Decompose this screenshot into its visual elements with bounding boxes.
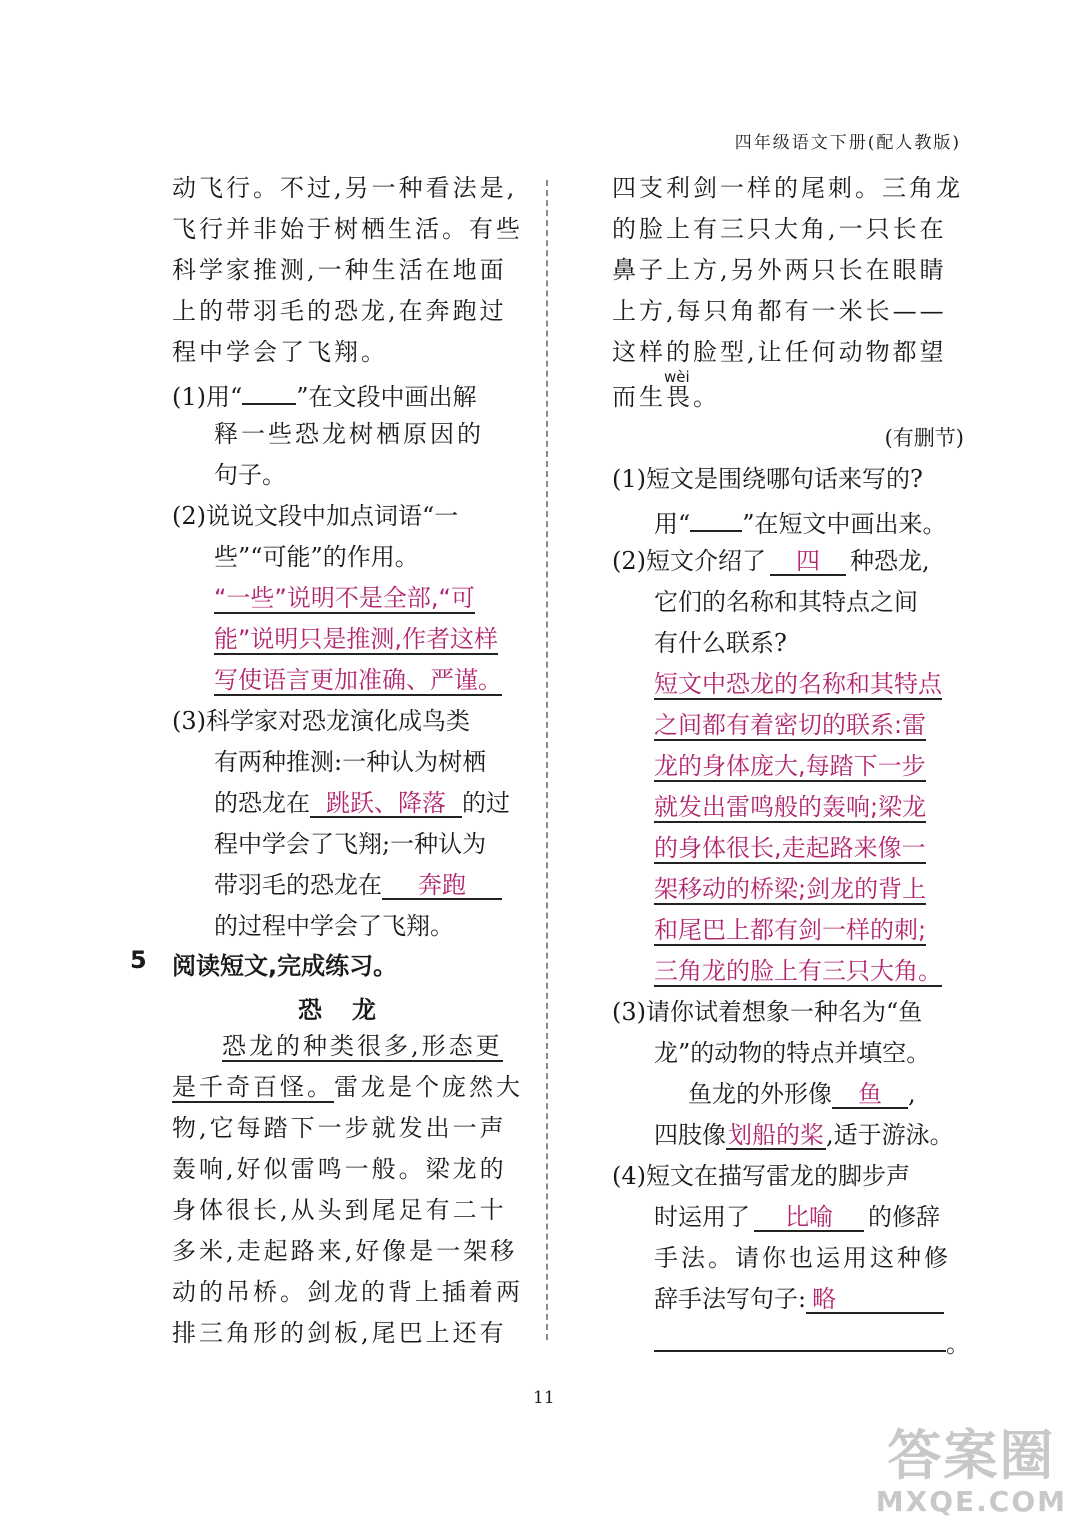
question-text: 句子。 xyxy=(214,461,286,489)
story-line: 排三角形的剑板,尾巴上还有 xyxy=(172,1319,507,1347)
question-text: 的过 xyxy=(462,789,510,817)
question-text: 带羽毛的恐龙在 xyxy=(214,871,382,899)
question-1-line: (1)短文是围绕哪句话来写的? xyxy=(612,465,923,493)
question-3-line: (3)请你试着想象一种名为“鱼 xyxy=(612,998,923,1026)
question-text xyxy=(612,1320,970,1361)
page-header: 四年级语文下册(配人教版) xyxy=(734,133,961,153)
question-text: 的修辞 xyxy=(868,1203,940,1231)
answer-line: 的身体很长,走起路来像一 xyxy=(654,834,926,862)
answer-line: 之间都有着密切的联系:雷 xyxy=(654,711,927,739)
question-text xyxy=(612,1279,964,1320)
question-text xyxy=(612,1074,964,1115)
question-text: 龙”的动物的特点并填空。 xyxy=(654,1039,931,1067)
answer-blank[interactable]: 奔跑 xyxy=(382,868,502,900)
question-5-number: 5 xyxy=(130,946,147,974)
answer-line: 写使语言更加准确、严谨。 xyxy=(214,666,502,694)
story-line: 而生畏。 xyxy=(612,383,720,411)
text-line: 飞行并非始于树栖生活。有些 xyxy=(172,215,523,243)
text-line: 上的带羽毛的恐龙,在奔跑过 xyxy=(172,297,507,325)
story-text: 雷龙是个庞然大 xyxy=(334,1073,523,1101)
answer-line: 和尾巴上都有剑一样的刺; xyxy=(654,916,927,944)
question-text xyxy=(612,1197,964,1238)
question-2-line: (2)说说文段中加点词语“一 xyxy=(172,502,459,530)
answer-blank[interactable]: 略 xyxy=(806,1282,944,1314)
story-line: 四支利剑一样的尾刺。三角龙 xyxy=(612,174,963,202)
answer-line: “一些”说明不是全部,“可 xyxy=(214,584,475,612)
column-divider xyxy=(546,180,548,1340)
answer-line: 架移动的桥梁;剑龙的背上 xyxy=(654,875,927,903)
question-text: 释一些恐龙树栖原因的 xyxy=(214,420,484,448)
story-line: 轰响,好似雷鸣一般。梁龙的 xyxy=(172,1155,507,1183)
question-text: 有两种推测:一种认为树栖 xyxy=(214,748,487,776)
question-text: 辞手法写句子: xyxy=(654,1285,807,1313)
question-text: 的恐龙在 xyxy=(214,789,310,817)
question-text: 鱼龙的外形像 xyxy=(688,1080,832,1108)
question-text: ,适于游泳。 xyxy=(826,1121,954,1149)
question-3-line: (3)科学家对恐龙演化成鸟类 xyxy=(172,707,470,735)
question-text: (1)用“ xyxy=(172,383,243,411)
question-text: 有什么联系? xyxy=(654,629,787,657)
story-line: 上方,每只角都有一米长—— xyxy=(612,297,947,325)
answer-blank[interactable]: 划船的桨 xyxy=(726,1118,826,1150)
question-2-line xyxy=(612,541,964,582)
question-text: , xyxy=(908,1080,916,1108)
page-number: 11 xyxy=(533,1388,555,1408)
story-line: 身体很长,从头到尾足有二十 xyxy=(172,1196,507,1224)
question-text: 。 xyxy=(946,1330,970,1358)
answer-blank[interactable]: 跳跃、降落 xyxy=(310,786,462,818)
story-text: 是千奇百怪。 xyxy=(172,1073,334,1101)
question-text: ”在文段中画出解 xyxy=(296,383,477,411)
answer-line: 三角龙的脸上有三只大角。 xyxy=(654,957,942,985)
answer-line: 短文中恐龙的名称和其特点 xyxy=(654,670,942,698)
question-text: 的过程中学会了飞翔。 xyxy=(214,912,454,940)
watermark-url: MXQE.COM xyxy=(875,1485,1067,1518)
question-text: 手法。请你也运用这种修 xyxy=(654,1244,951,1272)
answer-blank-empty[interactable] xyxy=(654,1320,946,1352)
pinyin-annotation: wèi xyxy=(664,368,690,386)
story-line: 这样的脸型,让任何动物都望 xyxy=(612,338,947,366)
story-line: 鼻子上方,另外两只长在眼睛 xyxy=(612,256,947,284)
answer-line: 能”说明只是推测,作者这样 xyxy=(214,625,499,653)
answer-blank[interactable]: 四 xyxy=(770,544,846,576)
story-line: 恐龙的种类很多,形态更 xyxy=(222,1032,503,1060)
answer-blank[interactable]: 鱼 xyxy=(832,1077,908,1109)
question-4-line: (4)短文在描写雷龙的脚步声 xyxy=(612,1162,910,1190)
question-text: 四肢像 xyxy=(654,1121,726,1149)
story-title: 恐龙 xyxy=(298,996,406,1024)
watermark-text: 答案圈 xyxy=(887,1424,1056,1487)
answer-blank[interactable]: 比喻 xyxy=(754,1200,864,1232)
question-text: 些”“可能”的作用。 xyxy=(214,543,419,571)
story-left xyxy=(172,1026,524,1354)
story-line: 的脸上有三只大角,一只长在 xyxy=(612,215,947,243)
watermark-logo xyxy=(875,1424,1067,1518)
story-line: 动的吊桥。剑龙的背上插着两 xyxy=(172,1278,523,1306)
right-column xyxy=(612,168,970,1361)
question-text: 时运用了 xyxy=(654,1203,750,1231)
abridged-note: (有删节) xyxy=(884,426,964,450)
question-5-title: 阅读短文,完成练习。 xyxy=(172,952,398,980)
question-text: 程中学会了飞翔;一种认为 xyxy=(214,830,487,858)
answer-line: 就发出雷鸣般的轰响;梁龙 xyxy=(654,793,927,821)
question-text: (2)短文介绍了 xyxy=(612,547,766,575)
question-text: 用“ xyxy=(654,510,691,538)
question-text xyxy=(172,865,524,906)
question-text: 种恐龙, xyxy=(850,547,930,575)
text-line: 科学家推测,一种生活在地面 xyxy=(172,256,507,284)
question-text xyxy=(172,783,524,824)
underline-sample xyxy=(242,373,296,405)
story-line xyxy=(172,1067,524,1108)
text-line: 动飞行。不过,另一种看法是, xyxy=(172,174,518,202)
question-text xyxy=(612,1115,964,1156)
answer-line: 龙的身体庞大,每踏下一步 xyxy=(654,752,926,780)
question-text: ”在短文中画出来。 xyxy=(742,510,947,538)
underline-sample xyxy=(690,500,742,532)
story-line: 物,它每踏下一步就发出一声 xyxy=(172,1114,507,1142)
story-line: 多米,走起路来,好像是一架移 xyxy=(172,1237,518,1265)
question-text: 它们的名称和其特点之间 xyxy=(654,588,918,616)
question-text xyxy=(612,500,964,541)
question-1-line xyxy=(172,373,524,414)
text-line: 程中学会了飞翔。 xyxy=(172,338,388,366)
left-column xyxy=(172,168,524,947)
